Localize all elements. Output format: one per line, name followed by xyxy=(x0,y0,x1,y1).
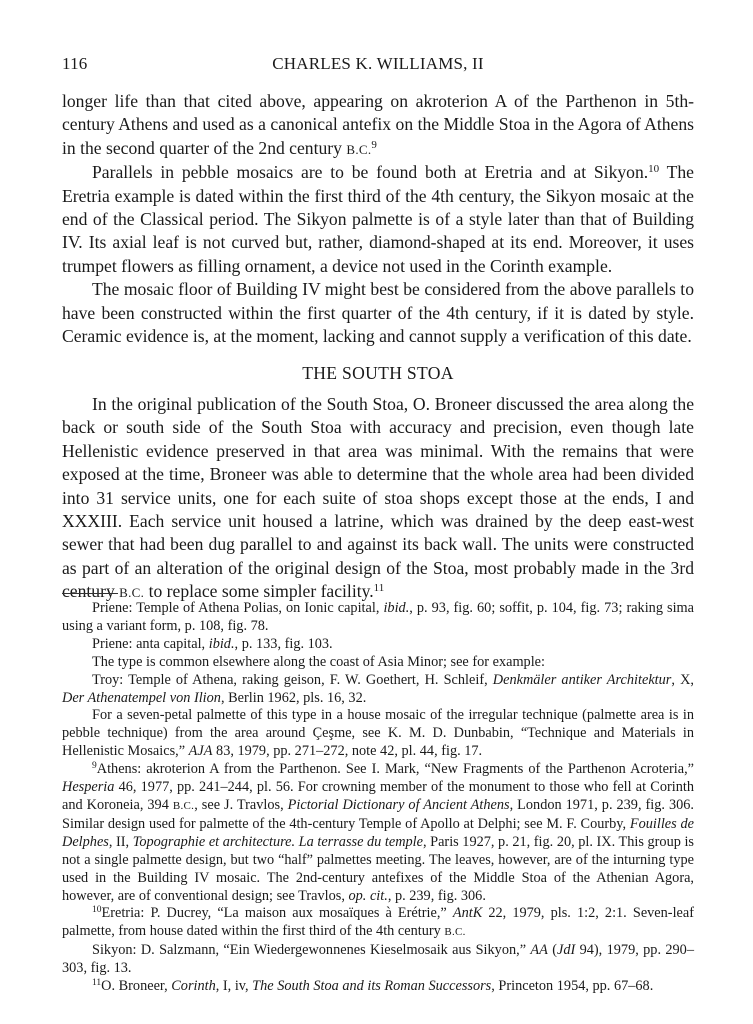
running-title: CHARLES K. WILLIAMS, II xyxy=(272,54,484,73)
footnote-rule xyxy=(62,593,118,594)
paragraph: In the original publication of the South Stoa, O. Broneer discussed the area along the back or south side of the South Stoa with accuracy and precision, even though late Hellenistic evidence preserved in that area was minimal. With the remains that were exposed at the time, Broneer was able to determine that the whole area had been divided into 31 service units, one for each suite of stoa shops except those at the ends, I and XXXIII. Each service unit housed a latrine, which was drained by the deep east-west sewer that had been dug parallel to and against its back wall. The units were constructed as part of an alteration of the original design of the Stoa, most probably made in the 3rd century B.C. to replace some simpler facility.$^{11}$ xyxy=(62,393,694,602)
footnote: The type is common elsewhere along the coast of Asia Minor; see for example: xyxy=(92,653,545,670)
footnote: Priene: anta capital, ibid., p. 133, fig. 103. xyxy=(92,635,333,652)
footnote-number: 9 xyxy=(92,761,97,772)
paragraph: longer life than that cited above, appearing on akroterion A of the Parthenon in 5th-century Athens and used as a canonical antefix on the Middle Stoa in the Agora of Athens in the second quarter of the 2nd century B.C.$^9$ xyxy=(62,91,694,158)
section-heading: THE SOUTH STOA xyxy=(302,363,454,384)
footnote: $^9$Athens: akroterion A from the Parthenon. See I. Mark, “New Fragments of the Parthenon Acroteria,” Hesperia 46, 1977, pp. 241–244, pl. 56. For crowning member of the monument to those who fell at Corinth and Koroneia, 394 B.C., see J. Travlos, Pictorial Dictionary of Ancient Athens, London 1971, p. 239, fig. 306. Similar design used for palmette of the 4th-century Temple of Apollo at Delphi; see M. F. Courby, Fouilles de Delphes, II, Topographie et architecture. La terrasse du temple, Paris 1927, p. 21, fig. 20, pl. IX. This group is not a single palmette design, but two “half” palmettes meeting. The leaves, however, are of the inturning type used in the Building IV mosaic. The 2nd-century antefixes of the Middle Stoa of the Athenian Agora, however, are of conventional design; see Travlos, op. cit., p. 239, fig. 306. xyxy=(62,761,694,904)
footnote: Sikyon: D. Salzmann, “Ein Wiedergewonnenes Kieselmosaik aus Sikyon,” AA (JdI 94), 1979, pp. 290–303, fig. 13. xyxy=(62,942,694,977)
footnote: $^{11}$O. Broneer, Corinth, I, iv, The South Stoa and its Roman Successors, Princeton 1954, pp. 67–68. xyxy=(92,978,654,995)
page-number: 116 xyxy=(62,54,88,73)
footnote: For a seven-petal palmette of this type in a house mosaic of the irregular technique (palmette area is in pebble technique) from the area around Çeşme, see K. M. D. Dunbabin, “Technique and Materials in Hellenistic Mosaics,” AJA 83, 1979, pp. 271–272, note 42, pl. 44, fig. 17. xyxy=(62,707,694,760)
footnote: $^{10}$Eretria: P. Ducrey, “La maison aux mosaïques à Erétrie,” AntK 22, 1979, pls. 1:2, 2:1. Seven-leaf palmette, from house dated within the first third of the 4th century B.C. xyxy=(62,905,694,940)
footnotes xyxy=(62,600,694,996)
era-abbrev: B.C. xyxy=(346,141,372,157)
paragraph: The mosaic floor of Building IV might best be considered from the above parallels to have been constructed within the first quarter of the 4th century, if it is dated by style. Ceramic evidence is, at the moment, lacking and cannot supply a verification of this date. xyxy=(62,279,694,347)
footnote: Priene: Temple of Athena Polias, on Ionic capital, ibid., p. 93, fig. 60; soffit, p. 104, fig. 73; raking sima using a variant form, p. 108, fig. 78. xyxy=(62,600,695,634)
footnote-number: 11 xyxy=(92,978,102,989)
main-text xyxy=(62,90,694,605)
footnote-ref: 10 xyxy=(648,163,660,176)
footnote-number: 10 xyxy=(92,905,102,916)
footnote-ref: 9 xyxy=(371,138,377,151)
era-abbrev: B.C. xyxy=(119,585,145,601)
footnote-ref: 11 xyxy=(373,582,385,595)
page-header xyxy=(62,54,694,76)
footnote: Troy: Temple of Athena, raking geison, F. W. Goethert, H. Schleif, Denkmäler antiker Architektur, X, Der Athenatempel von Ilion, Berlin 1962, pls. 16, 32. xyxy=(62,671,694,706)
paragraph: Parallels in pebble mosaics are to be found both at Eretria and at Sikyon.$^{10}$ The Eretria example is dated within the first third of the 4th century, the Sikyon mosaic at the end of the Classical period. The Sikyon palmette is of a style later than that of Building IV. Its axial leaf is not curved but, rather, diamond-shaped at its end. Moreover, it uses trumpet flowers as filling ornament, a device not used in the Corinth example. xyxy=(62,162,694,276)
